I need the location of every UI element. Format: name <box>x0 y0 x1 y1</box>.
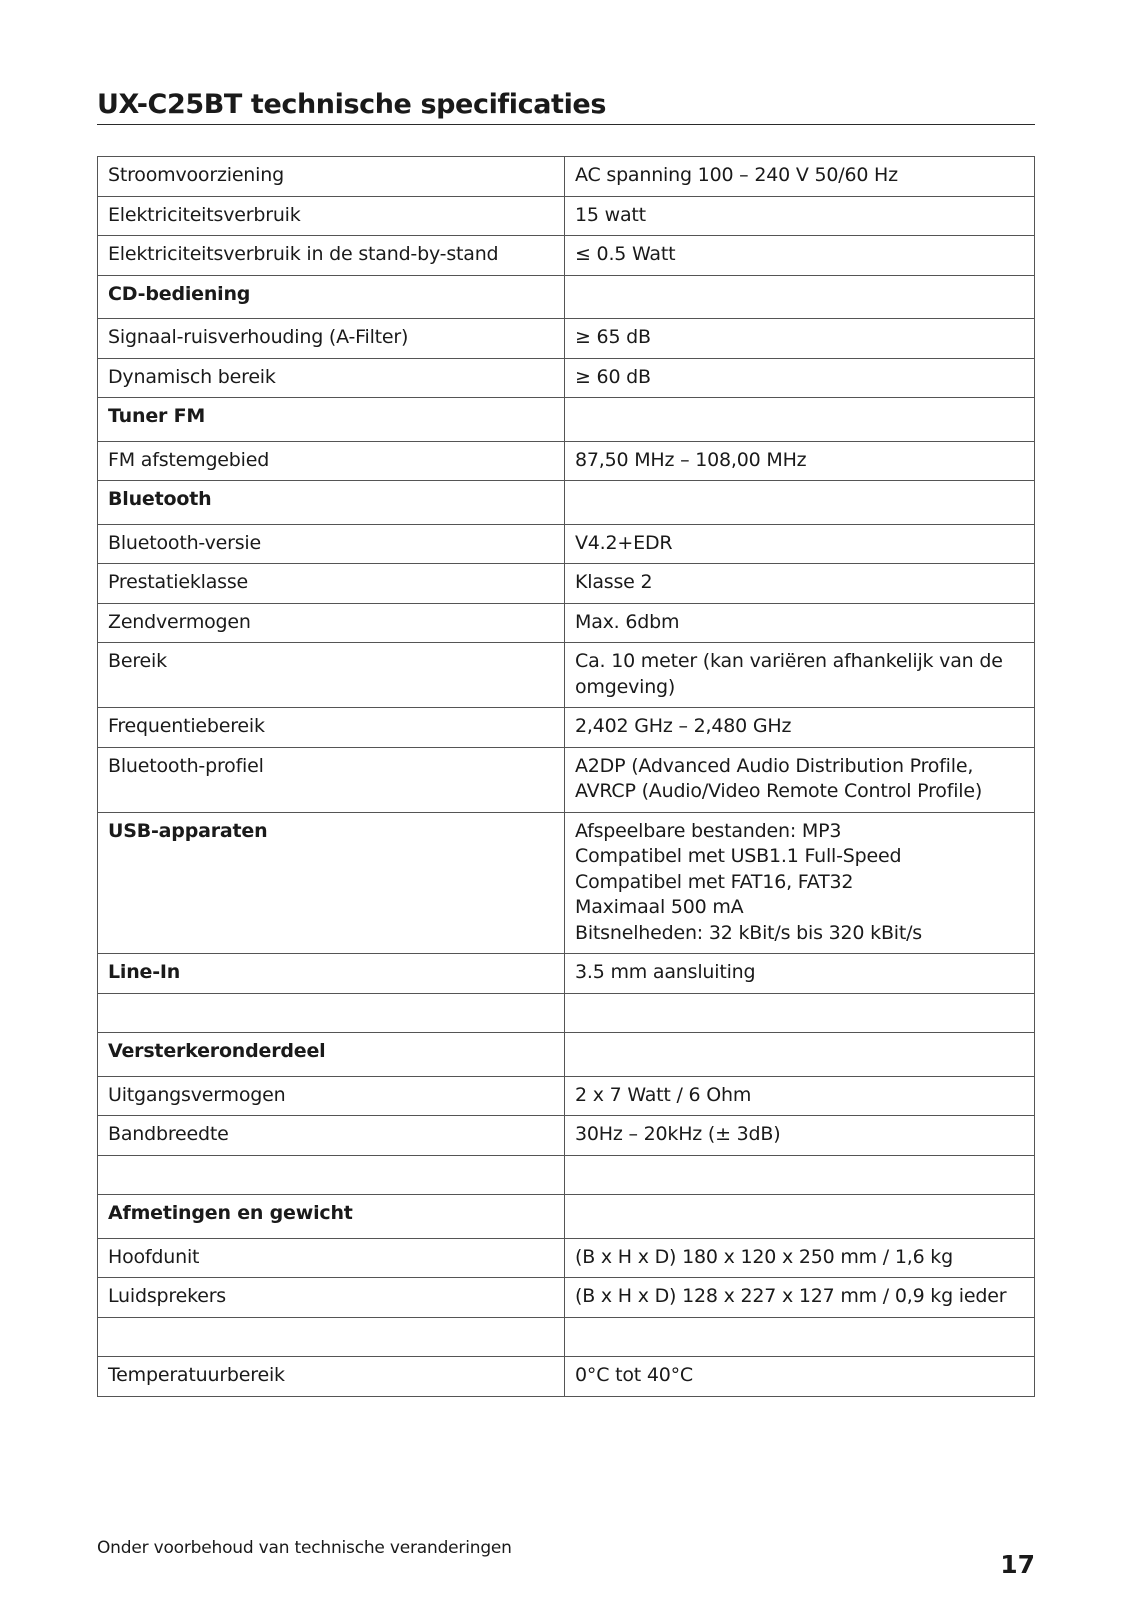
spec-value-cell: ≤ 0.5 Watt <box>565 236 1035 276</box>
spec-label-cell <box>98 1155 565 1195</box>
spec-label-cell: Frequentiebereik <box>98 708 565 748</box>
table-row <box>98 441 1035 481</box>
spec-value-cell: 30Hz – 20kHz (± 3dB) <box>565 1116 1035 1156</box>
table-row <box>98 564 1035 604</box>
spec-value-cell <box>565 993 1035 1033</box>
table-row <box>98 747 1035 812</box>
spec-value-cell: 2 x 7 Watt / 6 Ohm <box>565 1076 1035 1116</box>
table-row <box>98 1076 1035 1116</box>
spec-label-cell: USB-apparaten <box>98 812 565 954</box>
spec-table <box>97 156 1035 1397</box>
spec-label-cell: Afmetingen en gewicht <box>98 1195 565 1239</box>
spec-value-cell: (B x H x D) 180 x 120 x 250 mm / 1,6 kg <box>565 1238 1035 1278</box>
spec-label-cell: Elektriciteitsverbruik in de stand-by-stand <box>98 236 565 276</box>
spec-label-cell: Bandbreedte <box>98 1116 565 1156</box>
spec-label-cell: CD-bediening <box>98 275 565 319</box>
spec-table-body <box>98 157 1035 1397</box>
spec-label-cell: FM afstemgebied <box>98 441 565 481</box>
table-row <box>98 1116 1035 1156</box>
spec-label-cell: Bluetooth <box>98 481 565 525</box>
spec-value-cell: A2DP (Advanced Audio Distribution Profile, AVRCP (Audio/Video Remote Control Profile) <box>565 747 1035 812</box>
spec-value-cell: 15 watt <box>565 196 1035 236</box>
spec-value-cell: ≥ 65 dB <box>565 319 1035 359</box>
table-row <box>98 1238 1035 1278</box>
spec-value-cell <box>565 1317 1035 1357</box>
table-row <box>98 358 1035 398</box>
table-row <box>98 1155 1035 1195</box>
table-row <box>98 524 1035 564</box>
spec-value-cell: 3.5 mm aansluiting <box>565 954 1035 994</box>
table-row <box>98 954 1035 994</box>
spec-value-cell: Afspeelbare bestanden: MP3 Compatibel met USB1.1 Full-Speed Compatibel met FAT16, FAT32 Maximaal 500 mA Bitsnelheden: 32 kBit/s bis 320 kBit/s <box>565 812 1035 954</box>
spec-value-cell <box>565 1033 1035 1077</box>
spec-label-cell: Elektriciteitsverbruik <box>98 196 565 236</box>
spec-label-cell: Hoofdunit <box>98 1238 565 1278</box>
spec-value-cell <box>565 1195 1035 1239</box>
spec-value-cell: Max. 6dbm <box>565 603 1035 643</box>
table-row <box>98 319 1035 359</box>
table-section-row <box>98 398 1035 442</box>
footer-note: Onder voorbehoud van technische veranderingen <box>97 1538 512 1558</box>
spec-value-cell: 0°C tot 40°C <box>565 1357 1035 1397</box>
spec-label-cell <box>98 1317 565 1357</box>
spec-label-cell <box>98 993 565 1033</box>
table-row <box>98 196 1035 236</box>
table-row <box>98 236 1035 276</box>
table-section-row <box>98 1195 1035 1239</box>
spec-value-cell: (B x H x D) 128 x 227 x 127 mm / 0,9 kg ieder <box>565 1278 1035 1318</box>
table-row <box>98 1278 1035 1318</box>
spec-label-cell: Bluetooth-versie <box>98 524 565 564</box>
table-row <box>98 1317 1035 1357</box>
spec-label-cell: Zendvermogen <box>98 603 565 643</box>
table-row <box>98 812 1035 954</box>
spec-value-cell: V4.2+EDR <box>565 524 1035 564</box>
spec-value-cell: 2,402 GHz – 2,480 GHz <box>565 708 1035 748</box>
page-title: UX-C25BT technische specificaties <box>97 88 1035 125</box>
spec-value-cell <box>565 398 1035 442</box>
table-row <box>98 643 1035 708</box>
spec-label-cell: Versterkeronderdeel <box>98 1033 565 1077</box>
spec-label-cell: Temperatuurbereik <box>98 1357 565 1397</box>
table-row <box>98 157 1035 197</box>
spec-value-cell: ≥ 60 dB <box>565 358 1035 398</box>
table-section-row <box>98 481 1035 525</box>
spec-value-cell: 87,50 MHz – 108,00 MHz <box>565 441 1035 481</box>
spec-label-cell: Uitgangsvermogen <box>98 1076 565 1116</box>
table-row <box>98 993 1035 1033</box>
spec-label-cell: Signaal-ruisverhouding (A-Filter) <box>98 319 565 359</box>
spec-label-cell: Dynamisch bereik <box>98 358 565 398</box>
table-row <box>98 1357 1035 1397</box>
spec-label-cell: Tuner FM <box>98 398 565 442</box>
spec-value-cell <box>565 275 1035 319</box>
table-section-row <box>98 275 1035 319</box>
page-number: 17 <box>1000 1550 1035 1579</box>
table-row <box>98 603 1035 643</box>
spec-label-cell: Stroomvoorziening <box>98 157 565 197</box>
spec-label-cell: Line-In <box>98 954 565 994</box>
spec-value-cell: Ca. 10 meter (kan variëren afhankelijk van de omgeving) <box>565 643 1035 708</box>
spec-value-cell: AC spanning 100 – 240 V 50/60 Hz <box>565 157 1035 197</box>
spec-value-cell <box>565 1155 1035 1195</box>
table-section-row <box>98 1033 1035 1077</box>
spec-value-cell <box>565 481 1035 525</box>
table-row <box>98 708 1035 748</box>
spec-label-cell: Bluetooth-profiel <box>98 747 565 812</box>
spec-label-cell: Luidsprekers <box>98 1278 565 1318</box>
spec-value-cell: Klasse 2 <box>565 564 1035 604</box>
spec-label-cell: Bereik <box>98 643 565 708</box>
spec-label-cell: Prestatieklasse <box>98 564 565 604</box>
